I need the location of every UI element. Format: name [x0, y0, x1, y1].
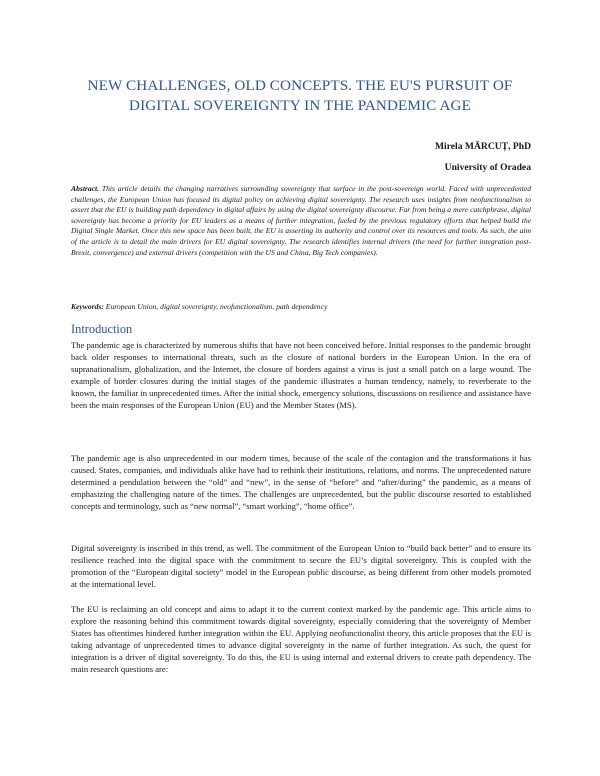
section-heading-introduction: Introduction — [71, 322, 133, 336]
body-paragraph: The pandemic age is also unprecedented in our modern times, because of the scale of the contagion and the transformations it has caused. States, companies, and individuals alike have had to rethink their institutions, relations, and norms. The unprecedented nature determined a pendulation between the “old” and “new”, in the sense of “before” and “after/during” the pandemic, as a means of emphasizing the challenging nature of the times. The challenges are unprecedented, but the public discourse resorted to established concepts and terminology, such as “new normal”, “smart working”, “home office”. — [71, 453, 531, 511]
body-paragraph: The pandemic age is characterized by numerous shifts that have not been conceived before. Initial responses to the pandemic brought back older responses to international threats, such as the closure of national borders in the European Union. In the era of supranationalism, globalization, and the Internet, the closure of borders against a virus is just a small patch on a large wound. The example of border closures during the initial stages of the pandemic illustrates a human tendency, namely, to reverberate to the known, the familiar in unprecedented times. After the initial shock, emergency solutions, discussions on resilience and assistance have been the main responses of the European Union (EU) and the Member States (MS). — [71, 340, 531, 410]
author-affiliation: University of Oradea — [444, 162, 531, 173]
abstract-label: Abstract. — [71, 184, 100, 193]
keywords-text: European Union, digital sovereignty, neofunctionalism, path dependency — [103, 302, 328, 311]
paper-title: NEW CHALLENGES, OLD CONCEPTS. THE EU'S PURSUIT OF DIGITAL SOVEREIGNTY IN THE PANDEMIC AGE — [87, 77, 513, 114]
keywords — [71, 302, 531, 311]
abstract — [71, 184, 531, 258]
keywords-label: Keywords: — [71, 302, 104, 311]
body-paragraph: The EU is reclaiming an old concept and aims to adapt it to the current context marked by the pandemic age. This article aims to explore the reasoning behind this commitment towards digital sovereignty, especially considering that the sovereignty of Member States has oftentimes hindered further integration within the EU. Applying neofunctionalist theory, this article proposes that the EU is taking advantage of unprecedented times to advance digital sovereignty in the name of further integration. As such, the quest for integration is a driver of digital sovereignty. To do this, the EU is using internal and external drivers to create path dependency. The main research questions are: — [71, 604, 531, 674]
abstract-text: This article details the changing narratives surrounding sovereignty that surface in the post-sovereign world. Faced with unprecedented challenges, the European Union has focused its digital policy on achieving digital sovereignty. The research uses insights from neofunctionalism to assert that the EU is building path dependency in digital affairs by using the digital sovereignty discourse. Far from being a mere catchphrase, digital sovereignty has become a priority for EU leaders as a means of further integration, fueled by the previous regulatory efforts that helped build the Digital Single Market. Once this new space has been built, the EU is asserting its authority and control over its resources and tools. As such, the aim of the article is to detail the main drivers for EU digital sovereignty. The research identifies internal drivers (the need for further integration post-Brexit, convergence) and external drivers (competition with the US and China, Big Tech companies). — [71, 184, 531, 257]
body-paragraph: Digital sovereignty is inscribed in this trend, as well. The commitment of the European Union to “build back better” and to ensure its resilience reached into the digital space with the commitment to secure the EU’s digital sovereignty. This is coupled with the promotion of the “European digital society” model in the European public discourse, as being different from other models promoted at the international level. — [71, 543, 531, 589]
author-name: Mirela MĂRCUȚ, PhD — [434, 141, 531, 152]
